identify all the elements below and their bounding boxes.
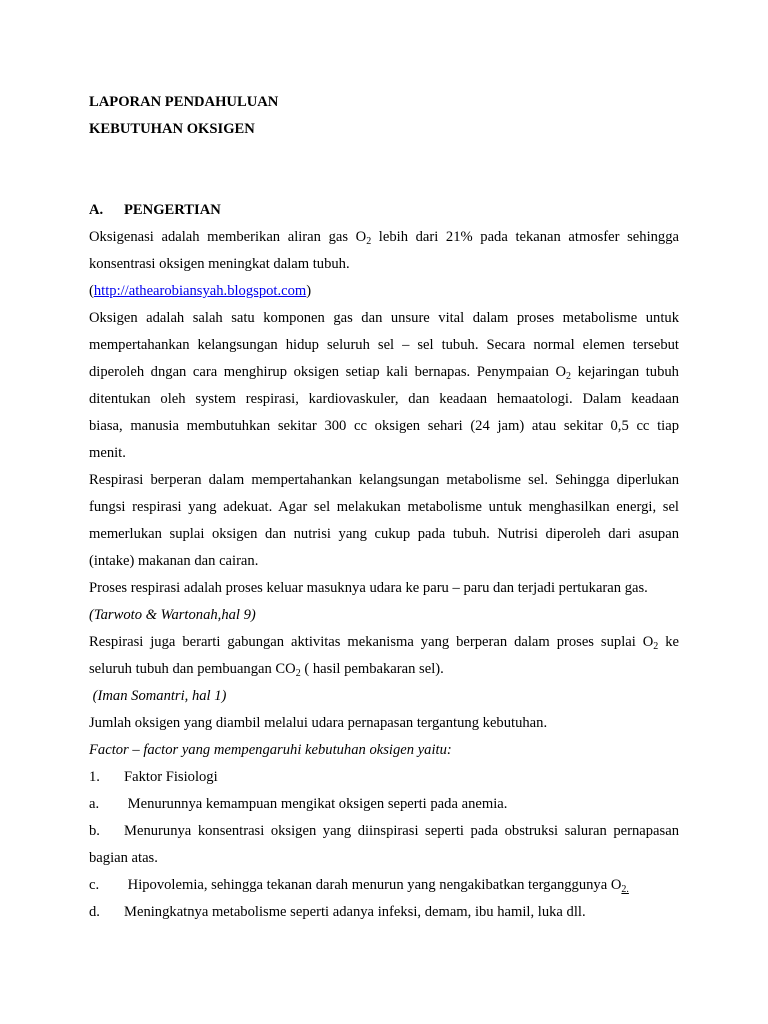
paragraph-2-line-3: [89, 362, 679, 382]
link-open-paren: (: [89, 283, 94, 299]
p2-l3-text-b: kejaringan tubuh: [571, 364, 679, 380]
sub-item-c-letter: c.: [89, 877, 100, 893]
section-heading-pengertian: [89, 200, 679, 220]
sub-item-c: [89, 875, 679, 895]
paragraph-3-line-3: memerlukan suplai oksigen dan nutrisi yang cukup pada tubuh. Nutrisi diperoleh dari asupan: [89, 526, 679, 542]
title-line-2: KEBUTUHAN OKSIGEN: [89, 121, 255, 137]
paragraph-2-line-4: ditentukan oleh system respirasi, kardiovaskuler, dan keadaan hemaatologi. Dalam keadaan: [89, 391, 679, 407]
p2-l3-text-a: diperoleh dngan cara menghirup oksigen setiap kali bernapas. Penympaian O: [89, 364, 566, 380]
paragraph-2-line-2: mempertahankan kelangsungan hidup seluruh sel – sel tubuh. Secara normal elemen tersebut: [89, 337, 679, 353]
sub-item-b-letter: b.: [89, 823, 100, 839]
reference-link-line: [89, 281, 679, 301]
section-heading-text: PENGERTIAN: [124, 202, 221, 218]
section-letter: A.: [89, 202, 104, 218]
p1-text-a: Oksigenasi adalah memberikan aliran gas O: [89, 229, 367, 245]
list-item-1: [89, 767, 679, 787]
list-item-1-label: Faktor Fisiologi: [124, 769, 218, 785]
paragraph-3-line-4: (intake) makanan dan cairan.: [89, 553, 259, 569]
paragraph-5-line-2: [89, 659, 679, 679]
paragraph-3-line-2: fungsi respirasi yang adekuat. Agar sel melakukan metabolisme untuk menghasilkan energi, sel: [89, 499, 679, 515]
p5-l2-text-a: seluruh tubuh dan pembuangan CO: [89, 661, 296, 677]
p5-l1-text-b: ke: [658, 634, 679, 650]
paragraph-5-line-1: [89, 632, 679, 652]
paragraph-2-line-5: biasa, manusia membutuhkan sekitar 300 cc oksigen sehari (24 jam) atau sekitar 0,5 cc tiap: [89, 418, 679, 434]
p5-l2-text-b: ( hasil pembakaran sel).: [300, 661, 444, 677]
sub-item-d-text: Meningkatnya metabolisme seperti adanya infeksi, demam, ibu hamil, luka dll.: [124, 904, 586, 920]
paragraph-6: Jumlah oksigen yang diambil melalui udara pernapasan tergantung kebutuhan.: [89, 715, 548, 731]
link-close-paren: ): [306, 283, 312, 299]
p5-l1-subscript: 2: [653, 641, 659, 652]
title-line-1: LAPORAN PENDAHULUAN: [89, 94, 279, 110]
sub-item-c-text: Hipovolemia, sehingga tekanan darah menurun yang nengakibatkan terganggunya O: [124, 877, 622, 893]
factors-intro: Factor – factor yang mempengaruhi kebutuhan oksigen yaitu:: [89, 742, 452, 758]
p1-subscript: 2: [366, 236, 372, 247]
sub-item-a: [89, 794, 679, 814]
sub-item-b-line-1: [89, 821, 679, 841]
list-number: 1.: [89, 769, 100, 785]
p1-text-b: lebih dari 21% pada tekanan atmosfer sehingga: [371, 229, 679, 245]
paragraph-2-line-6: menit.: [89, 445, 126, 461]
paragraph-4: Proses respirasi adalah proses keluar masuknya udara ke paru – paru dan terjadi pertukaran gas.: [89, 580, 648, 596]
sub-item-b-text: Menurunya konsentrasi oksigen yang diinspirasi seperti pada obstruksi saluran pernapasan: [124, 823, 679, 839]
sub-item-a-text: Menurunnya kemampuan mengikat oksigen seperti pada anemia.: [124, 796, 508, 812]
sub-item-d-letter: d.: [89, 904, 100, 920]
paragraph-1-line-2: konsentrasi oksigen meningkat dalam tubuh.: [89, 256, 350, 272]
p5-l1-text-a: Respirasi juga berarti gabungan aktivitas mekanisma yang berperan dalam proses suplai O: [89, 634, 654, 650]
paragraph-3-line-1: Respirasi berperan dalam mempertahankan kelangsungan metabolisme sel. Sehingga diperlukan: [89, 472, 679, 488]
paragraph-2-line-1: Oksigen adalah salah satu komponen gas dan unsure vital dalam proses metabolisme untuk: [89, 310, 679, 326]
reference-link[interactable]: http://athearobiansyah.blogspot.com: [93, 283, 307, 299]
paragraph-1-line-1: [89, 227, 679, 247]
sub-item-d: [89, 902, 679, 922]
citation-tarwoto: (Tarwoto & Wartonah,hal 9): [89, 607, 256, 623]
p2-subscript: 2: [566, 371, 571, 382]
sub-item-b-line-2: bagian atas.: [89, 850, 158, 866]
citation-iman-somantri: (Iman Somantri, hal 1): [89, 688, 227, 704]
sub-item-a-letter: a.: [89, 796, 100, 812]
p5-l2-subscript: 2: [295, 668, 301, 679]
sub-item-c-subscript: 2.: [621, 884, 629, 895]
